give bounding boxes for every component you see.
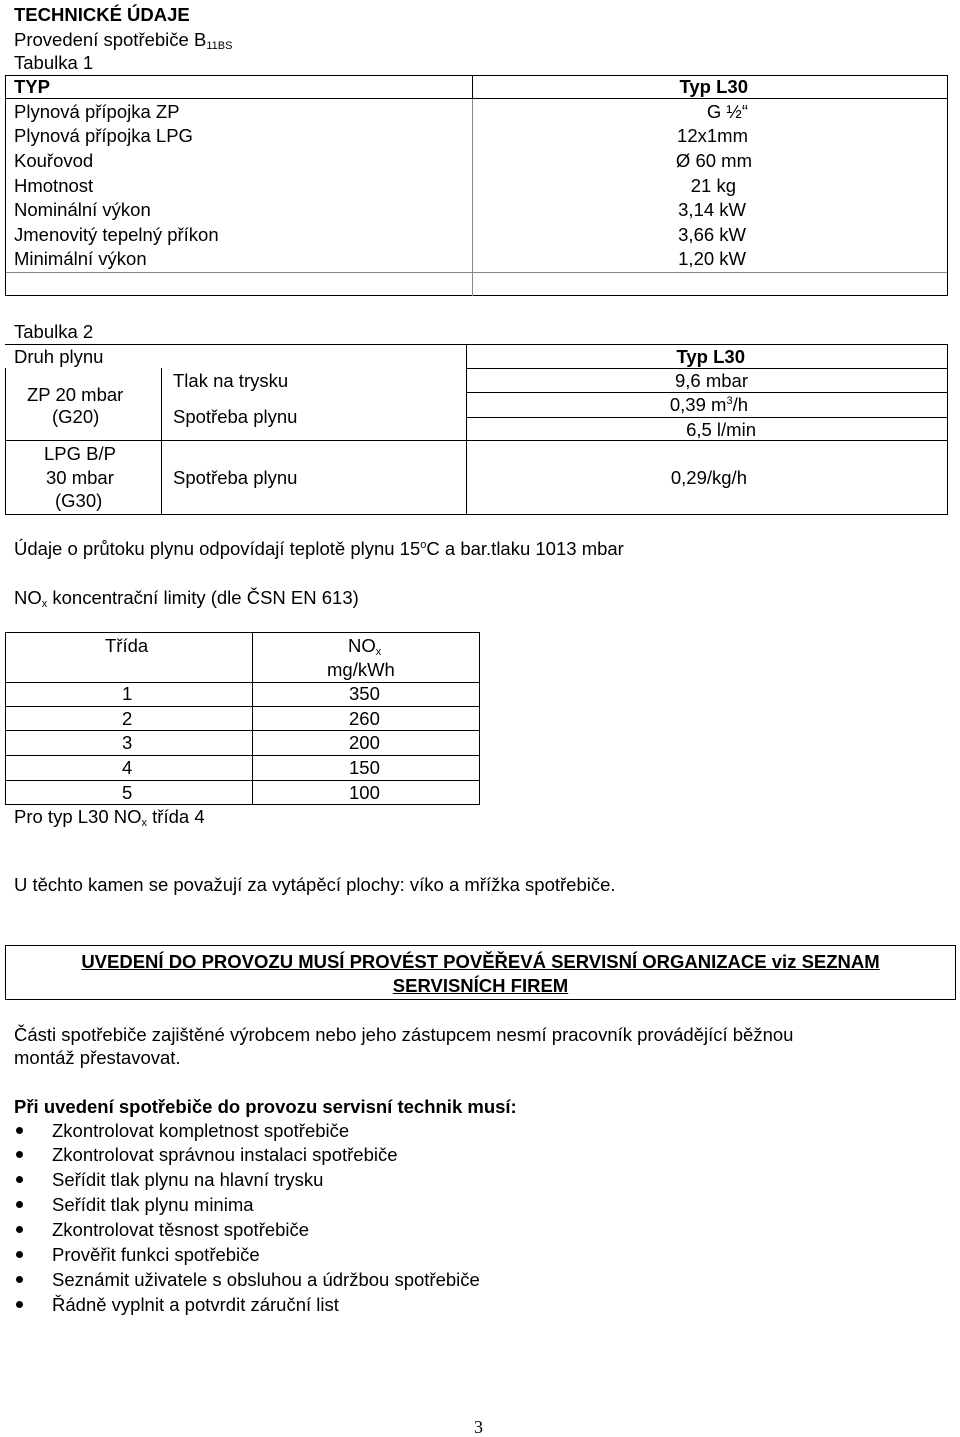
checklist-item: Zkontrolovat správnou instalaci spotřebiče [52, 1144, 398, 1165]
bullet-icon [16, 1127, 23, 1134]
checklist-item: Seznámit uživatele s obsluhou a údržbou spotřebiče [52, 1269, 480, 1290]
lpg-gas-label: LPG B/P [44, 443, 116, 464]
lpg-consumption-label: Spotřeba plynu [173, 467, 298, 488]
flow-note: Údaje o průtoku plynu odpovídají teplotě plynu 15$^o$C a bar.tlaku 1013 mbar [14, 538, 624, 559]
table1-row-value: 1,20 kW [678, 248, 746, 269]
nox-table-footer: Pro typ L30 $NO_x$ třída 4 [14, 806, 205, 829]
checklist-title: Při uvedení spotřebiče do provozu servisní technik musí: [14, 1096, 517, 1117]
table1-row-label: Plynová přípojka ZP [14, 101, 180, 122]
table2-caption: Tabulka 2 [14, 321, 94, 342]
table1-row-value: 3,14 kW [678, 199, 746, 220]
lpg-consumption-value: 0,29/kg/h [670, 467, 747, 488]
zp-pressure-label: Tlak na trysku [173, 370, 289, 391]
table1-row-label: Jmenovitý tepelný příkon [14, 224, 219, 245]
bullet-icon [16, 1226, 23, 1233]
table1-header-value: Typ L30 [679, 76, 748, 97]
checklist-item: Řádně vyplnit a potvrdit záruční list [52, 1294, 339, 1315]
checklist-item: Zkontrolovat těsnost spotřebiče [52, 1219, 310, 1240]
zp-consumption-value: 0,39 $m^3/h$ [669, 394, 748, 415]
table1-row-value: G ½“ [706, 101, 748, 122]
table1-row-value: 21 kg [690, 175, 736, 196]
nox-value: 350 [349, 683, 380, 704]
provedeni-label: Provedení spotřebiče $B_{11BS}$ [14, 29, 233, 52]
nox-class: 2 [122, 708, 133, 729]
table2-header-label: Druh plynu [14, 346, 104, 367]
lpg-gas-code: (G30) [55, 490, 103, 511]
nox-table-class-header: Třída [105, 635, 149, 656]
zp-consumption-value-lmin: 6,5 l/min [686, 419, 756, 440]
checklist-item: Prověřit funkci spotřebiče [52, 1244, 260, 1265]
bullet-icon [16, 1201, 23, 1208]
checklist-item: Zkontrolovat kompletnost spotřebiče [52, 1120, 350, 1141]
zp-pressure-value: 9,6 mbar [674, 370, 748, 391]
table1-header-label: TYP [14, 76, 50, 97]
section-title: TECHNICKÉ ÚDAJE [14, 4, 190, 25]
checklist-item: Seřídit tlak plynu minima [52, 1194, 254, 1215]
parts-note-line2: montáž přestavovat. [14, 1047, 181, 1068]
zp-consumption-label: Spotřeba plynu [173, 406, 298, 427]
zp-gas-code: (G20) [52, 406, 100, 427]
table1-row-value: 3,66 kW [678, 224, 746, 245]
service-warning-box [5, 945, 956, 1000]
table1-row-value: Ø 60 mm [675, 150, 752, 171]
nox-table-value-header: $NO_x$ [348, 635, 382, 658]
parts-note-line1: Části spotřebiče zajištěné výrobcem nebo jeho zástupcem nesmí pracovník provádějící běžnou [14, 1024, 794, 1045]
bullet-icon [16, 1251, 23, 1258]
nox-value: 200 [349, 732, 380, 753]
bullet-icon [16, 1176, 23, 1183]
nox-class: 4 [122, 757, 133, 778]
nox-table-unit: mg/kWh [327, 659, 395, 680]
table1-row-label: Minimální výkon [14, 248, 147, 269]
nox-value: 260 [349, 708, 380, 729]
table1-row-label: Hmotnost [14, 175, 94, 196]
heating-surfaces-note: U těchto kamen se považují za vytápěcí plochy: víko a mřížka spotřebiče. [14, 874, 616, 895]
table1-caption: Tabulka 1 [14, 52, 94, 73]
bullet-icon [16, 1151, 23, 1158]
nox-limits-heading: $NO_x$ koncentrační limity (dle ČSN EN 613) [14, 587, 359, 610]
service-warning-line2: SERVISNÍCH FIREM [392, 975, 569, 996]
checklist-item: Seřídit tlak plynu na hlavní trysku [52, 1169, 324, 1190]
bullet-icon [16, 1301, 23, 1308]
nox-class: 5 [122, 782, 133, 803]
table1-row-label: Nominální výkon [14, 199, 151, 220]
nox-class: 1 [122, 683, 133, 704]
page-number: 3 [474, 1417, 483, 1437]
table1-row-label: Plynová přípojka LPG [14, 125, 193, 146]
lpg-gas-pressure: 30 mbar [46, 467, 114, 488]
table1-row-value: 12x1mm [677, 125, 748, 146]
service-warning-line1: UVEDENÍ DO PROVOZU MUSÍ PROVÉST POVĚŘEVÁ SERVISNÍ ORGANIZACE viz SEZNAM [81, 951, 880, 972]
bullet-icon [16, 1276, 23, 1283]
zp-gas-label: ZP 20 mbar [27, 384, 124, 405]
nox-value: 150 [349, 757, 380, 778]
table2-header-value: Typ L30 [676, 346, 745, 367]
nox-class: 3 [122, 732, 133, 753]
table1-row-label: Kouřovod [14, 150, 94, 171]
nox-value: 100 [349, 782, 380, 803]
